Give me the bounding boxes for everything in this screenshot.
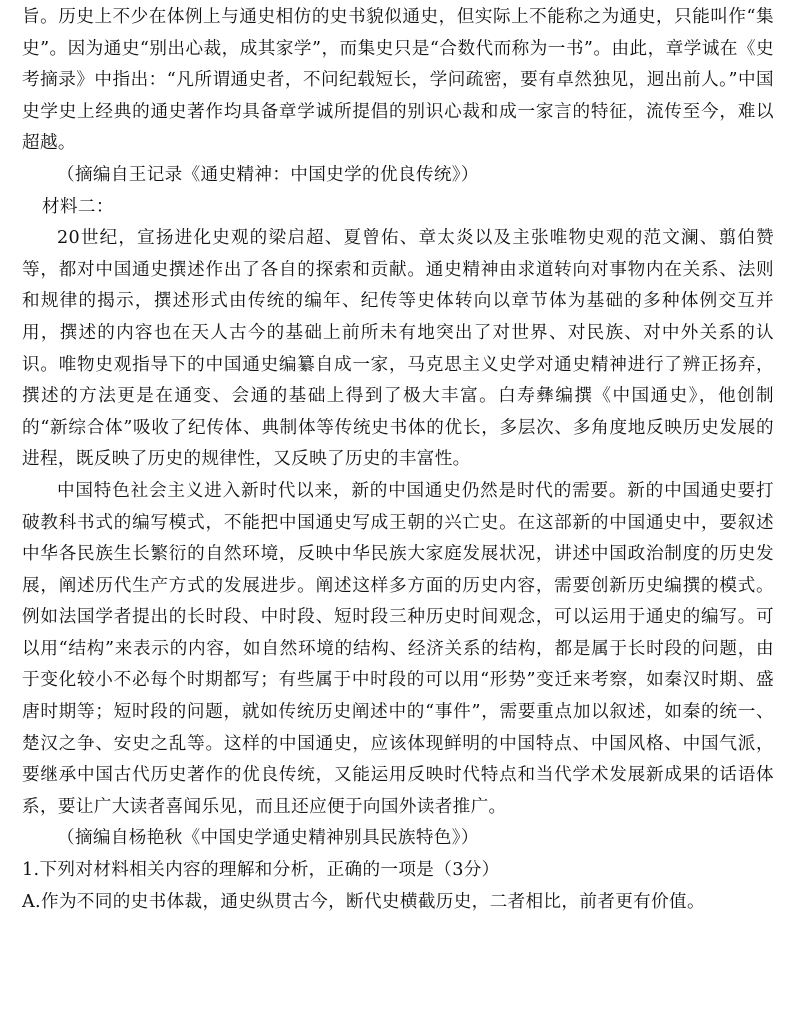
material1-tail-paragraph: 旨。历史上不少在体例上与通史相仿的史书貌似通史，但实际上不能称之为通史，只能叫作“集史”。因为通史“别出心裁，成其家学”，而集史只是“合数代而称为一书”。由此，章学诚在《史考摘录》中指出：“凡所谓通史者，不问纪载短长，学问疏密，要有卓然独见，迥出前人。”中国史学史上经典的通史著作均具备章学诚所提倡的别识心裁和成一家言的特征，流传至今，难以超越。: [22, 7, 774, 154]
material2-paragraph-2: 中国特色社会主义进入新时代以来，新的中国通史仍然是时代的需要。新的中国通史要打破教科书式的编写模式，不能把中国通史写成王朝的兴亡史。在这部新的中国通史中，要叙述中华各民族生长繁衍的自然环境，反映中华民族大家庭发展状况，讲述中国政治制度的历史发展，阐述历代生产方式的发展进步。阐述这样多方面的历史内容，需要创新历史编撰的模式。例如法国学者提出的长时段、中时段、短时段三种历史时间观念，可以运用于通史的编写。可以用“结构”来表示的内容，如自然环境的结构、经济关系的结构，都是属于长时段的问题，由于变化较小不必每个时期都写；有些属于中时段的可以用“形势”变迁来考察，如秦汉时期、盛唐时期等；短时段的问题，就如传统历史阐述中的“事件”，需要重点加以叙述，如秦的统一、楚汉之争、安史之乱等。这样的中国通史，应该体现鲜明的中国特点、中国风格、中国气派，要继承中国古代历史著作的优良传统，又能运用反映时代特点和当代学术发展新成果的话语体系，要让广大读者喜闻乐见，而且还应便于向国外读者推广。: [22, 480, 774, 817]
question-stem: 1.下列对材料相关内容的理解和分析，正确的一项是（3分）: [22, 860, 500, 881]
material2-source: （摘编自杨艳秋《中国史学通史精神别具民族特色》）: [57, 828, 479, 849]
material1-source: （摘编自王记录《通史精神：中国史学的优良传统》）: [57, 164, 479, 185]
material2-paragraph-1: 20世纪，宣扬进化史观的梁启超、夏曾佑、章太炎以及主张唯物史观的范文澜、翦伯赞等，都对中国通史撰述作出了各自的探索和贡献。通史精神由求道转向对事物内在关系、法则和规律的揭示，撰述形式由传统的编年、纪传等史体转向以章节体为基础的多种体例交互并用，撰述的内容也在天人古今的基础上前所未有地突出了对世界、对民族、对中外关系的认识。唯物史观指导下的中国通史编纂自成一家，马克思主义史学对通史精神进行了辨正扬弃，撰述的方法更是在通变、会通的基础上得到了极大丰富。白寿彝编撰《中国通史》，他创制的“新综合体”吸收了纪传体、典制体等传统史书体的优长，多层次、多角度地反映历史发展的进程，既反映了历史的规律性，又反映了历史的丰富性。: [22, 228, 774, 470]
exam-page: [22, 2, 774, 918]
material2-label: 材料二：: [42, 196, 114, 217]
question-option-a: A.作为不同的史书体裁，通史纵贯古今，断代史横截历史，二者相比，前者更有价值。: [22, 891, 705, 912]
